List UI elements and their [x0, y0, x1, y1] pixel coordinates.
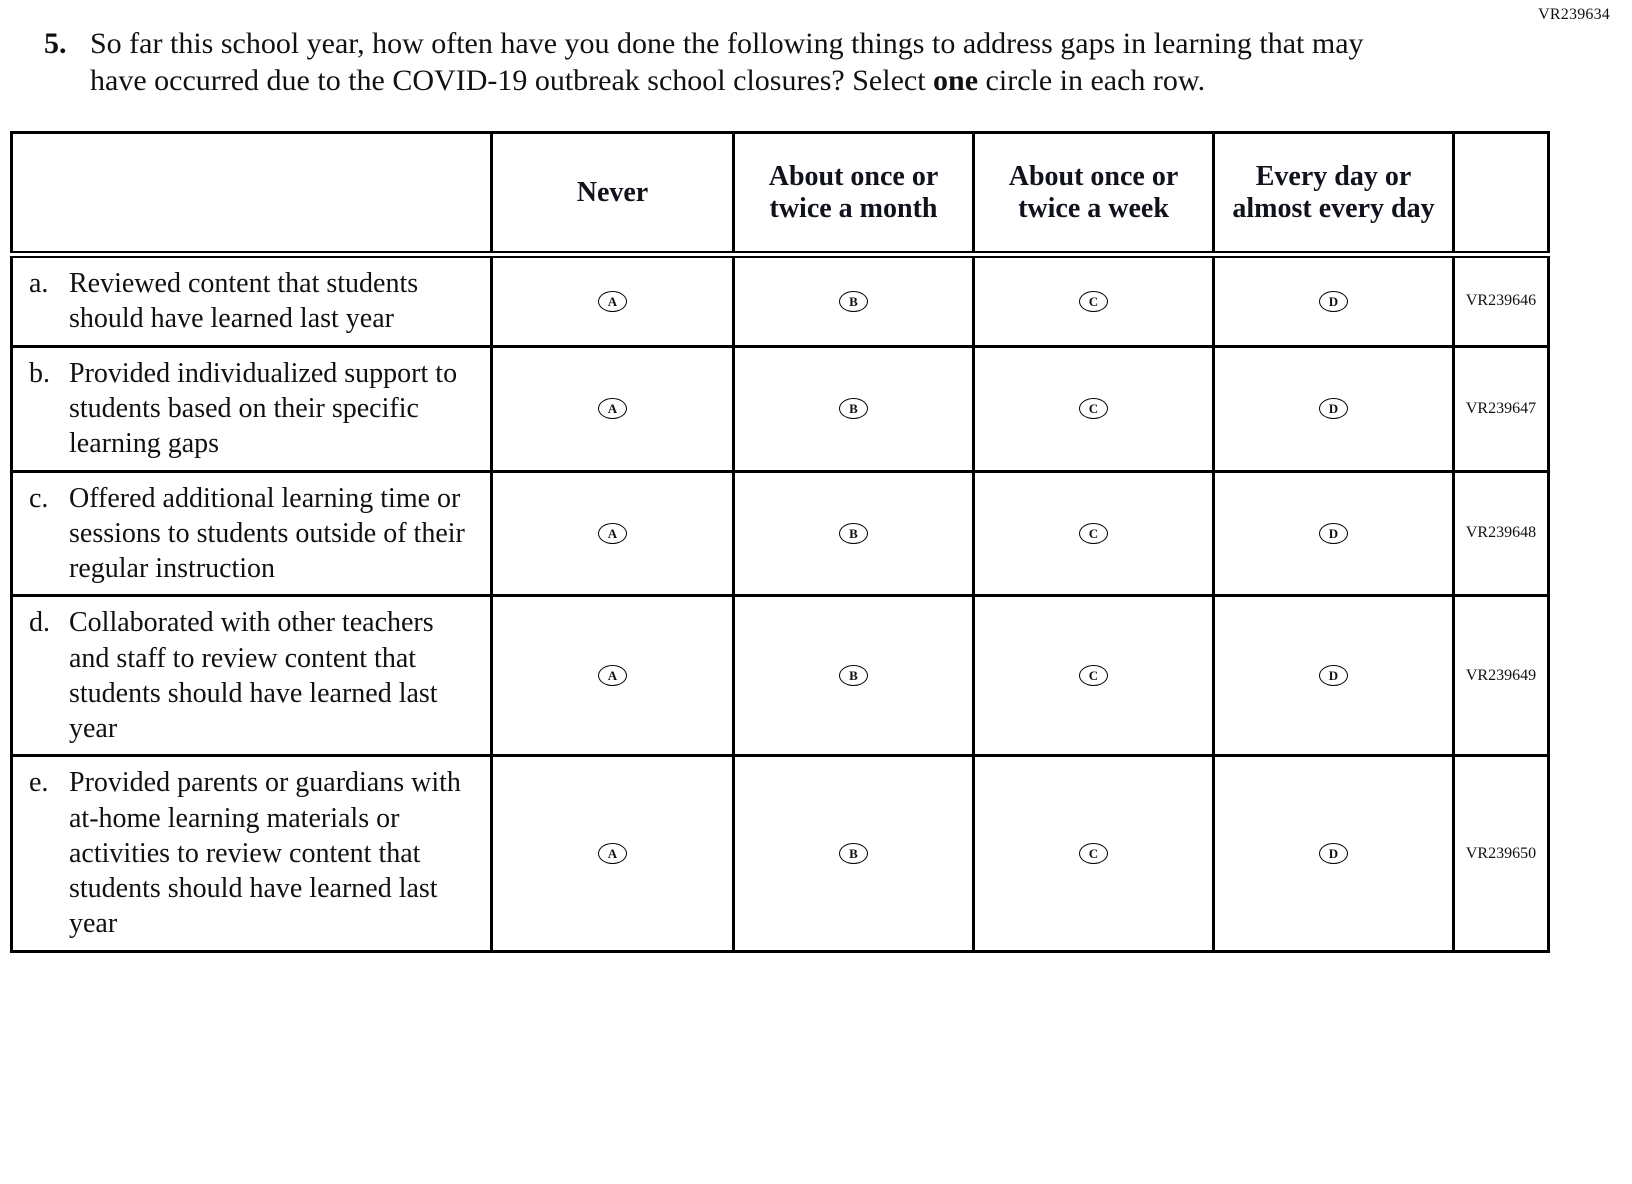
option-bubble-a[interactable]: A [598, 523, 627, 544]
header-empty-code [1454, 133, 1549, 255]
option-bubble-b[interactable]: B [839, 398, 868, 419]
header-once-twice-month: About once or twice a month [734, 133, 974, 255]
option-bubble-d[interactable]: D [1319, 523, 1348, 544]
option-bubble-c[interactable]: C [1079, 665, 1108, 686]
option-bubble-a[interactable]: A [598, 398, 627, 419]
row-letter: b. [29, 357, 50, 389]
row-vr-code: VR239650 [1454, 756, 1549, 951]
header-every-day: Every day or almost every day [1214, 133, 1454, 255]
table-row-c [12, 471, 1549, 596]
row-letter: e. [29, 767, 49, 799]
row-letter: a. [29, 268, 49, 300]
question-block [0, 0, 1420, 99]
table-row-b [12, 346, 1549, 471]
header-once-twice-week: About once or twice a week [974, 133, 1214, 255]
row-letter: c. [29, 482, 49, 514]
header-never: Never [492, 133, 734, 255]
row-label: Collaborated with other teachers and staff to review content that students should have learned last year [69, 607, 438, 745]
header-empty-stem [12, 133, 492, 255]
table-row-d [12, 596, 1549, 756]
question-number: 5. [44, 27, 67, 60]
option-bubble-a[interactable]: A [598, 665, 627, 686]
row-label: Reviewed content that students should have learned last year [69, 268, 419, 335]
row-label: Provided parents or guardians with at-home learning materials or activities to review content that students should have learned last year [69, 767, 461, 940]
option-bubble-c[interactable]: C [1079, 843, 1108, 864]
option-bubble-b[interactable]: B [839, 665, 868, 686]
option-bubble-c[interactable]: C [1079, 291, 1108, 312]
row-vr-code: VR239648 [1454, 471, 1549, 596]
option-bubble-d[interactable]: D [1319, 398, 1348, 419]
option-bubble-d[interactable]: D [1319, 291, 1348, 312]
question-bold-word: one [933, 63, 979, 97]
table-row-a [12, 255, 1549, 347]
option-bubble-a[interactable]: A [598, 291, 627, 312]
option-bubble-c[interactable]: C [1079, 523, 1108, 544]
option-bubble-a[interactable]: A [598, 843, 627, 864]
header-row [12, 133, 1549, 255]
row-label: Provided individualized support to students based on their specific learning gaps [69, 357, 458, 460]
option-bubble-d[interactable]: D [1319, 843, 1348, 864]
page-vr-code: VR239634 [1538, 6, 1610, 23]
survey-matrix-table [10, 131, 1550, 953]
table-row-e [12, 756, 1549, 951]
row-vr-code: VR239649 [1454, 596, 1549, 756]
question-text-after: circle in each row. [978, 63, 1206, 97]
row-vr-code: VR239646 [1454, 255, 1549, 347]
question-text [90, 26, 1380, 99]
option-bubble-d[interactable]: D [1319, 665, 1348, 686]
row-vr-code: VR239647 [1454, 346, 1549, 471]
row-letter: d. [29, 607, 50, 639]
row-label: Offered additional learning time or sessions to students outside of their regular instruction [69, 482, 465, 585]
option-bubble-b[interactable]: B [839, 523, 868, 544]
question-text-before: So far this school year, how often have you done the following things to address gaps in learning that may have occurred due to the COVID-19 outbreak school closures? Select [90, 27, 1364, 97]
option-bubble-b[interactable]: B [839, 291, 868, 312]
option-bubble-b[interactable]: B [839, 843, 868, 864]
option-bubble-c[interactable]: C [1079, 398, 1108, 419]
